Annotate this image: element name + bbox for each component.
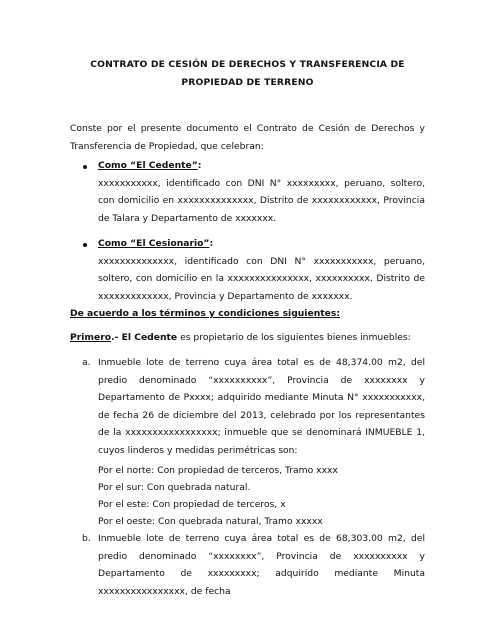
document-title-line-1: CONTRATO DE CESIÓN DE DERECHOS Y TRANSFERENCIA DE <box>90 59 405 70</box>
cedente-colon: : <box>197 160 202 171</box>
cesionario-label: Como “El Cesionario” <box>98 238 210 249</box>
primero-label: Primero <box>70 332 112 343</box>
lindero-este: Por el este: Con propiedad de terceros, x <box>98 499 286 510</box>
primero-rest: es propietario de los siguientes bienes inmuebles: <box>177 332 411 343</box>
lindero-oeste: Por el oeste: Con quebrada natural, Tramo xxxxx <box>98 516 323 527</box>
cesionario-block <box>98 235 425 305</box>
item-a-text: Inmueble lote de terreno cuya área total es de 48,374.00 m2, del predio denominado “xxxxxxxxxx”, Provincia de xxxxxxxx y Departamento de Pxxxx; adquirido mediante Minuta N° xxxxxxxxxxx, de fecha 26 de diciembre del 2013, celebrado por los representantes de la xxxxxxxxxxxxxxxxx; inmueble que se denominará INMUEBLE 1, cuyos linderos y medidas perimétricas son: <box>98 357 425 456</box>
bullet-dot <box>83 243 87 247</box>
cedente-text: xxxxxxxxxxx, identificado con DNI N° xxxxxxxxx, peruano, soltero, con domicilio en xxxxxxxxxxxxxx, Distrito de xxxxxxxxxxxx, Provincia de Talara y Departamento de xxxxxxx. <box>98 177 425 224</box>
primero-paragraph <box>70 329 425 347</box>
primero-subject: El Cedente <box>121 332 178 343</box>
item-a-marker: a. <box>82 357 91 368</box>
item-b-text: Inmueble lote de terreno cuya área total es de 68,303.00 m2, del predio denominado “xxxxxxxx”, Provincia de xxxxxxxxxx y Departamento de xxxxxxxxx; adquirido mediante Minuta xxxxxxxxxxxxxxxx, de fecha <box>98 533 425 597</box>
item-b-marker: b. <box>82 533 91 544</box>
intro-paragraph: Conste por el presente documento el Contrato de Cesión de Derechos y Transferencia de Propiedad, que celebran: <box>70 123 425 152</box>
cesionario-text: xxxxxxxxxxxxxx, identificado con DNI N° xxxxxxxxxxx, peruano, soltero, con domicilio en la xxxxxxxxxxxxxxx, xxxxxxxxxx, Distrito de xxxxxxxxxxxxx, Provincia y Departamento de xxxxxxx. <box>98 255 425 302</box>
primero-dash: .- <box>111 332 122 343</box>
document-title-line-2: PROPIEDAD DE TERRENO <box>181 77 314 88</box>
lindero-sur: Por el sur: Con quebrada natural. <box>98 482 251 493</box>
cesionario-colon: : <box>209 238 214 249</box>
bullet-dot <box>83 165 87 169</box>
lindero-norte: Por el norte: Con propiedad de terceros, Tramo xxxx <box>98 465 338 476</box>
acuerdo-heading: De acuerdo a los términos y condiciones siguientes: <box>70 308 340 319</box>
cedente-label: Como “El Cedente” <box>98 160 198 171</box>
cedente-block <box>98 157 425 227</box>
